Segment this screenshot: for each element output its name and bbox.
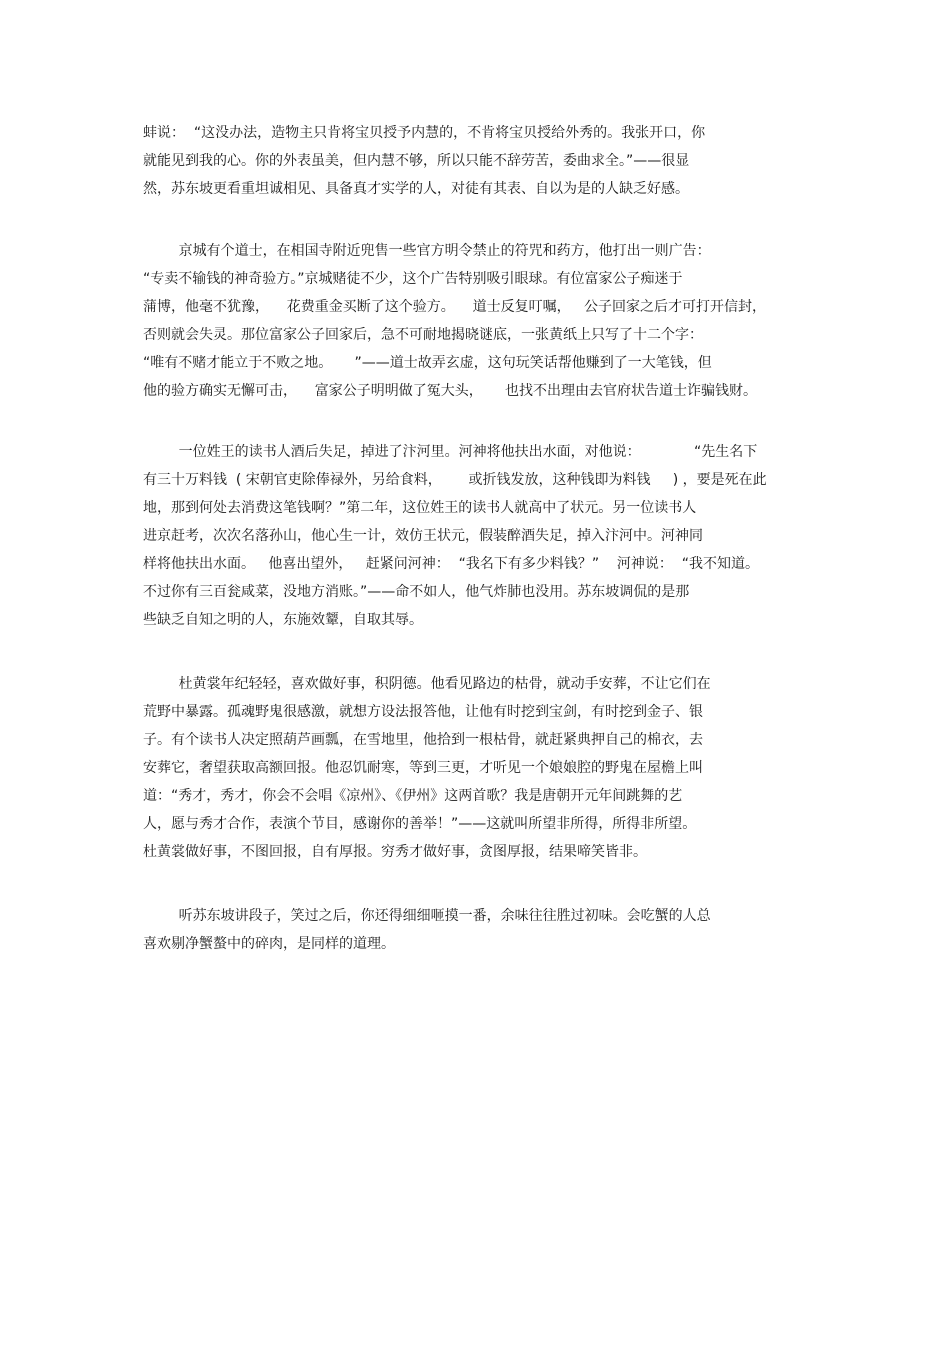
text-line: 道：“秀才，秀才，你会不会唱《凉州》、《伊州》这两首歌？我是唐朝开元年间跳舞的艺	[143, 788, 683, 804]
text-line: “唯有不赌才能立于不败之地。 ”——道士故弄玄虚，这句玩笑话帮他赚到了一大笔钱，但	[143, 355, 712, 371]
text-line: 杜黄裳年纪轻轻，喜欢做好事，积阴德。他看见路边的枯骨，就动手安葬，不让它们在	[143, 676, 711, 692]
text-line: 一位姓王的读书人酒后失足，掉进了汴河里。河神将他扶出水面，对他说： “先生名下	[143, 444, 758, 460]
text-line: “专卖不输钱的神奇验方。”京城赌徒不少，这个广告特别吸引眼球。有位富家公子痴迷于	[143, 271, 683, 287]
paragraph-conclusion	[143, 902, 823, 958]
text-line: 蚌说： “这没办法，造物主只肯将宝贝授予内慧的，不肯将宝贝授给外秀的。我张开口，你	[143, 125, 706, 141]
paragraph-taoist-story	[143, 237, 823, 405]
text-line: 他的验方确实无懈可击， 富家公子明明做了冤大头， 也找不出理由去官府状告道士诈骗钱财。	[143, 383, 758, 399]
text-line: 有三十万料钱 ( 宋朝官吏除俸禄外，另给食料， 或折钱发放，这种钱即为料钱 ) ，要是死在此	[143, 472, 767, 488]
text-line: 人，愿与秀才合作，表演个节目，感谢你的善举！”——这就叫所望非所得，所得非所望。	[143, 816, 697, 832]
paragraph-du-huangshang-story	[143, 670, 823, 866]
text-line: 样将他扶出水面。 他喜出望外， 赶紧问河神： “我名下有多少料钱？” 河神说： “我不知道。	[143, 556, 760, 572]
text-line: 些缺乏自知之明的人，东施效颦，自取其辱。	[143, 612, 423, 628]
text-line: 子。有个读书人决定照葫芦画瓢，在雪地里，他拾到一根枯骨，就赶紧典押自己的棉衣，去	[143, 732, 703, 748]
text-line: 然，苏东坡更看重坦诚相见、具备真才实学的人，对徒有其表、自以为是的人缺乏好感。	[143, 181, 689, 197]
text-line: 听苏东坡讲段子，笑过之后，你还得细细咂摸一番，余味往往胜过初味。会吃蟹的人总	[143, 908, 711, 924]
text-line: 进京赶考，次次名落孙山，他心生一计，效仿王状元，假装醉酒失足，掉入汴河中。河神同	[143, 528, 703, 544]
text-line: 喜欢剔净蟹螯中的碎肉，是同样的道理。	[143, 936, 395, 952]
text-line: 安葬它，奢望获取高额回报。他忍饥耐寒，等到三更，才听见一个娘娘腔的野鬼在屋檐上叫	[143, 760, 703, 776]
paragraph-clam-story	[143, 119, 823, 203]
text-line: 蒲博，他毫不犹豫， 花费重金买断了这个验方。 道士反复叮嘱， 公子回家之后才可打开信封，	[143, 299, 766, 315]
paragraph-river-god-story	[143, 438, 823, 634]
text-line: 京城有个道士，在相国寺附近兜售一些官方明令禁止的符咒和药方，他打出一则广告：	[143, 243, 711, 259]
text-line: 不过你有三百瓮咸菜，没地方消账。”——命不如人，他气炸肺也没用。苏东坡调侃的是那	[143, 584, 690, 600]
text-line: 否则就会失灵。那位富家公子回家后，急不可耐地揭晓谜底，一张黄纸上只写了十二个字：	[143, 327, 703, 343]
text-line: 荒野中暴露。孤魂野鬼很感激，就想方设法报答他，让他有时挖到宝剑，有时挖到金子、银	[143, 704, 703, 720]
text-line: 就能见到我的心。你的外表虽美，但内慧不够，所以只能不辞劳苦，委曲求全。”——很显	[143, 153, 690, 169]
text-line: 杜黄裳做好事，不图回报，自有厚报。穷秀才做好事，贪图厚报，结果啼笑皆非。	[143, 844, 647, 860]
text-line: 地，那到何处去消费这笔钱啊？”第二年，这位姓王的读书人就高中了状元。另一位读书人	[143, 500, 697, 516]
